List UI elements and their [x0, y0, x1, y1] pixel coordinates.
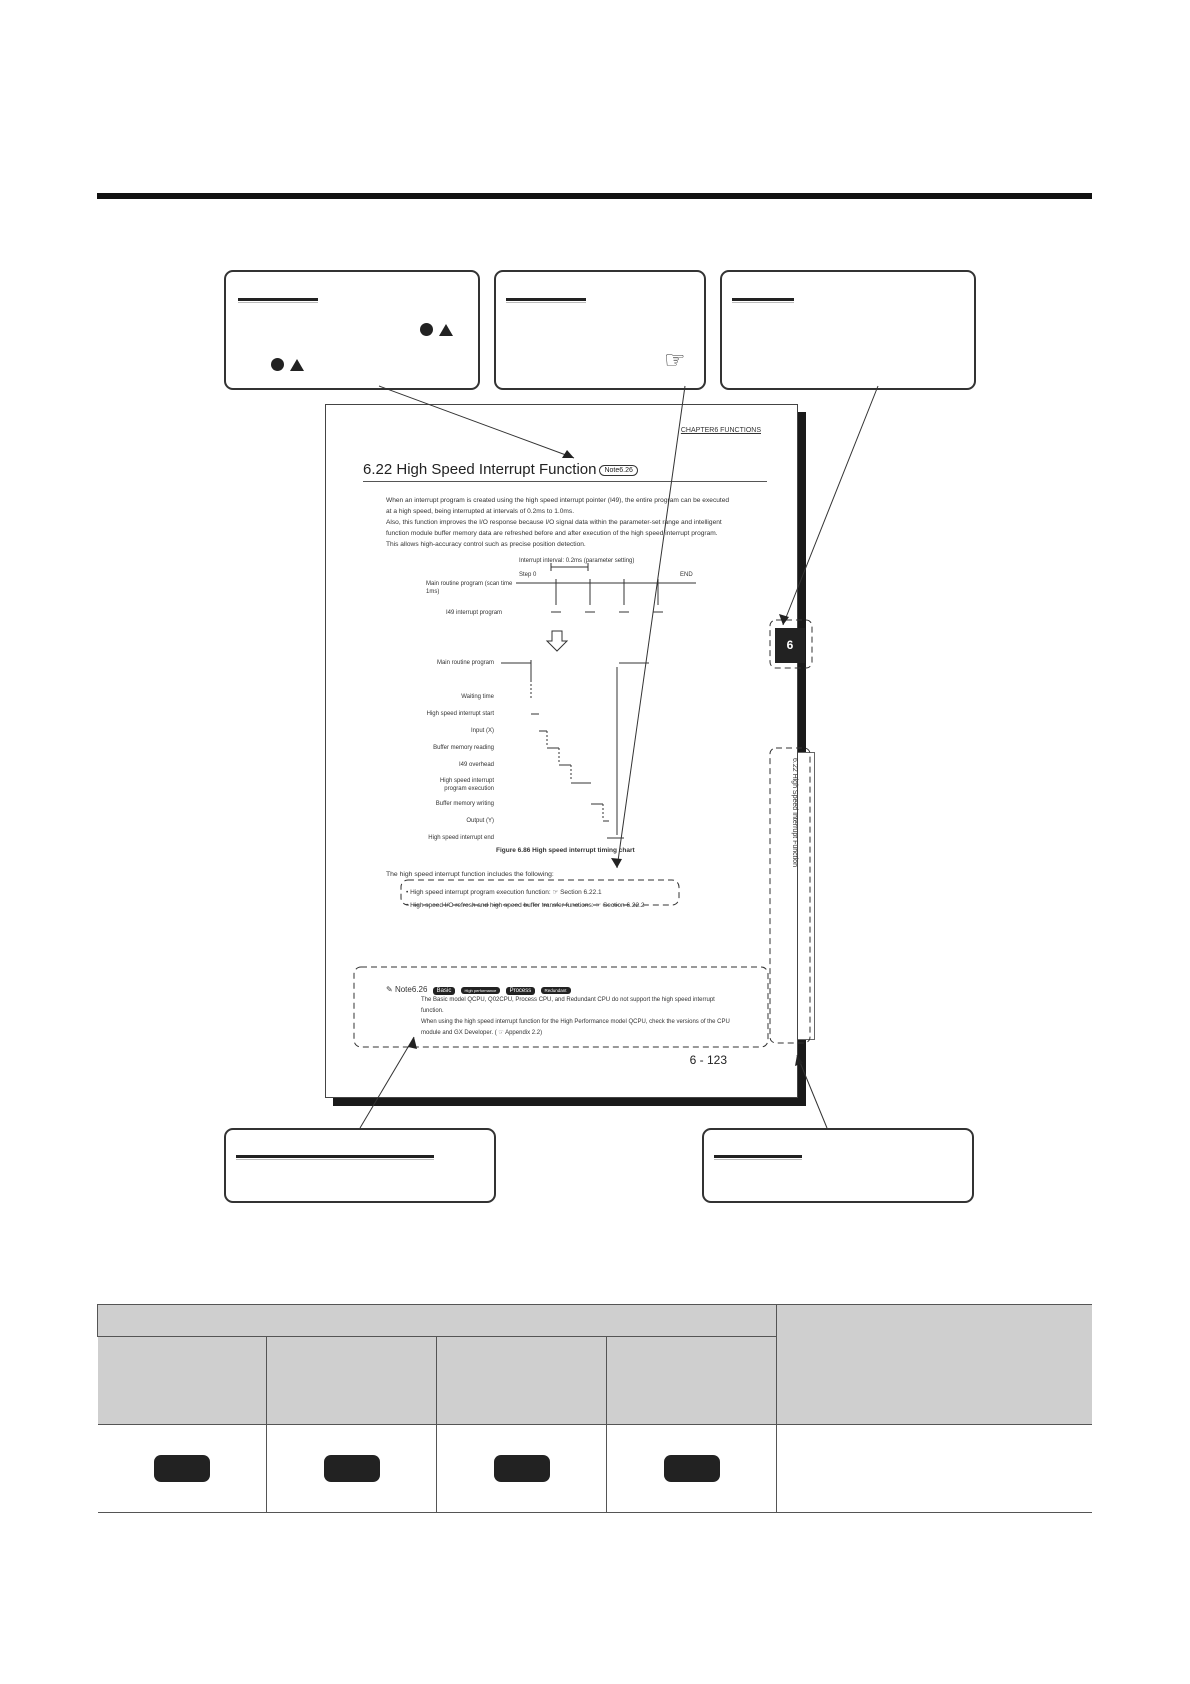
chapter-header: CHAPTER6 FUNCTIONS: [680, 427, 761, 434]
table-cell: [437, 1425, 607, 1513]
note-line: function.: [421, 1008, 444, 1014]
includes-text: The high speed interrupt function includes the following:: [386, 871, 554, 878]
note-label: Note6.26: [394, 985, 428, 994]
chip-redundant: Redundant: [541, 987, 571, 994]
row-label: I49 overhead: [458, 762, 494, 768]
note-line: The Basic model QCPU, Q02CPU, Process CPU, and Redundant CPU do not support the high speed interrupt: [421, 997, 715, 1003]
figure-caption: Figure 6.86 High speed interrupt timing chart: [496, 847, 635, 854]
row-label: Buffer memory reading: [433, 745, 494, 751]
table-header-cell: [607, 1337, 777, 1425]
step0-label: Step 0: [519, 572, 537, 578]
note-line: module and GX Developer. ( ☞ Appendix 2.2): [421, 1030, 543, 1036]
main-routine-scan-label: Main routine program (scan time 1ms): [426, 581, 513, 595]
table-header-cell: [267, 1337, 437, 1425]
note-icon: ✎: [386, 985, 393, 994]
table-header-cell: [437, 1337, 607, 1425]
pointing-hand-icon: ☞: [664, 347, 686, 374]
cpu-badge: [664, 1455, 720, 1482]
bullet-item: • High speed I/O refresh and high speed buffer transfer functions: ☞ Section 6.22.2: [406, 902, 645, 909]
cpu-badge: [324, 1455, 380, 1482]
bullet-item: • High speed interrupt program execution function: ☞ Section 6.22.1: [406, 889, 602, 896]
row-label: High speed interrupt program execution: [439, 778, 494, 792]
row-label: High speed interrupt start: [426, 711, 494, 717]
table-cell: [607, 1425, 777, 1513]
table-header-cell: [98, 1337, 267, 1425]
chip-high-performance: High performance: [461, 987, 501, 994]
section-title-text: 6.22 High Speed Interrupt Function: [363, 461, 597, 478]
table-header-remarks: [777, 1305, 1092, 1425]
cpu-badge: [154, 1455, 210, 1482]
row-label: Waiting time: [461, 694, 494, 700]
intro-line: This allows high-accuracy control such as precise position detection.: [386, 541, 586, 548]
table-cell: [267, 1425, 437, 1513]
row-label: Buffer memory writing: [435, 801, 494, 807]
row-label: Output (Y): [466, 818, 494, 824]
intro-line: at a high speed, being interrupted at intervals of 0.2ms to 1.0ms.: [386, 508, 575, 515]
intro-line: Also, this function improves the I/O response because I/O signal data within the parameter-set range and intelligent: [386, 519, 722, 526]
end-label: END: [680, 572, 693, 578]
note-badge: Note6.26: [599, 465, 637, 476]
row-label: Input (X): [470, 728, 494, 734]
table-cell-remarks: [777, 1425, 1092, 1513]
row-label: High speed interrupt end: [428, 835, 494, 841]
intro-line: When an interrupt program is created using the high speed interrupt pointer (I49), the entire program can be executed: [386, 497, 730, 504]
table-header-group: [98, 1305, 777, 1337]
i49-program-label: I49 interrupt program: [446, 610, 503, 616]
applicability-table: [97, 1304, 1092, 1513]
note-line: When using the high speed interrupt function for the High Performance model QCPU, check the versions of the CPU: [421, 1019, 730, 1025]
intro-line: function module buffer memory data are refreshed before and after execution of the high speed interrupt program.: [386, 530, 718, 537]
chip-process: Process: [506, 987, 536, 995]
table-cell: [98, 1425, 267, 1513]
interval-label: Interrupt interval: 0.2ms (parameter setting): [519, 558, 635, 564]
chip-basic: Basic: [433, 987, 456, 995]
chapter-tab: 6: [775, 628, 805, 663]
page-number: 6 - 123: [689, 1053, 727, 1067]
side-tab-text: 6.22 High Speed Interrupt Function: [791, 758, 798, 867]
cpu-badge: [494, 1455, 550, 1482]
row-label: Main routine program: [436, 660, 494, 666]
